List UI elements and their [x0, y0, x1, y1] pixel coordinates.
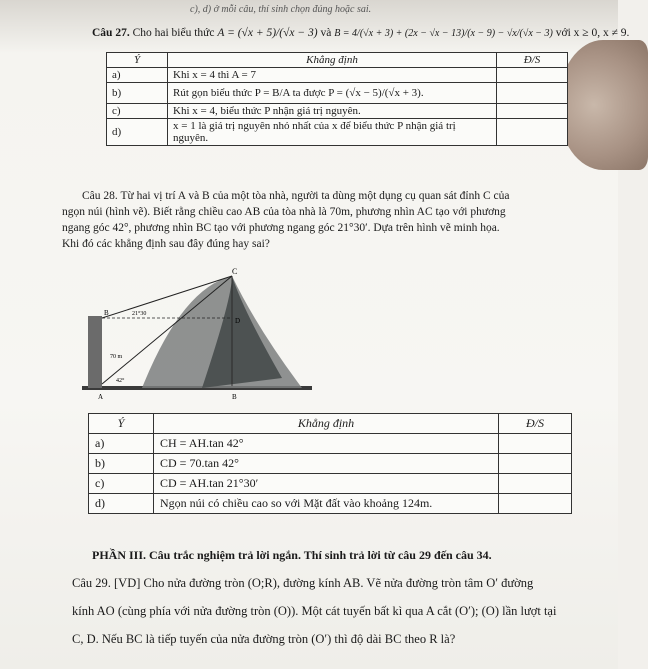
- answer-cell[interactable]: [499, 474, 572, 494]
- q28-line4: Khi đó các khẳng định sau đây đúng hay sai?: [62, 238, 270, 250]
- label-A: A: [98, 393, 104, 401]
- table-q28: [88, 413, 572, 514]
- height-label: 70 m: [110, 354, 123, 360]
- q29-line3: C, D. Nếu BC là tiếp tuyến của nửa đường tròn (O′) thì độ dài BC theo R là?: [72, 632, 456, 646]
- header-khang-dinh: Khẳng định: [154, 414, 499, 434]
- label-C: C: [232, 267, 238, 276]
- row-text: x = 1 là giá trị nguyên nhỏ nhất của x để biểu thức P nhận giá trị nguyên.: [168, 119, 497, 146]
- q28-line2: ngọn núi (hình vẽ). Biết rằng chiều cao AB của tòa nhà là 70m, phương nhìn AC tạo với phương: [62, 206, 506, 218]
- table-row: [89, 474, 572, 494]
- q27-and: và: [320, 27, 332, 39]
- row-text: Rút gọn biểu thức P = B/A ta được P = (√x − 5)/(√x + 3).: [168, 83, 497, 104]
- table-row: [107, 83, 568, 104]
- answer-cell[interactable]: [497, 83, 568, 104]
- answer-cell[interactable]: [499, 494, 572, 514]
- header-ds: Đ/S: [497, 53, 568, 68]
- top-line: c), d) ở mỗi câu, thí sinh chọn đúng hoặc sai.: [190, 4, 372, 15]
- answer-cell[interactable]: [497, 68, 568, 83]
- row-text: CH = AH.tan 42°: [154, 434, 499, 454]
- row-label: a): [107, 68, 168, 83]
- table-row: [89, 494, 572, 514]
- table-row: [89, 434, 572, 454]
- q27-text: Cho hai biểu thức: [132, 27, 215, 39]
- part3-heading: PHẦN III. Câu trắc nghiệm trả lời ngắn. Thí sinh trả lời từ câu 29 đến câu 34.: [92, 548, 492, 562]
- q27-B: B = 4/(√x + 3) + (2x − √x − 13)/(x − 9) − √x/(√x − 3): [334, 28, 553, 39]
- q27-cond: với x ≥ 0, x ≠ 9.: [555, 27, 630, 39]
- label-D: D: [235, 317, 241, 325]
- answer-cell[interactable]: [497, 104, 568, 119]
- table-header-row: [107, 53, 568, 68]
- answer-cell[interactable]: [497, 119, 568, 146]
- row-label: c): [107, 104, 168, 119]
- header-y: Ý: [107, 53, 168, 68]
- row-label: b): [107, 83, 168, 104]
- row-text: Khi x = 4 thì A = 7: [168, 68, 497, 83]
- answer-cell[interactable]: [499, 434, 572, 454]
- label-B: B: [104, 309, 109, 317]
- row-text: CD = 70.tan 42°: [154, 454, 499, 474]
- row-text: Ngọn núi có chiều cao so với Mặt đất vào khoảng 124m.: [154, 494, 499, 514]
- table-row: [107, 119, 568, 146]
- q28-line3: ngang góc 42°, phương nhìn BC tạo với phương ngang góc 21°30′. Dựa trên hình vẽ minh họa.: [62, 222, 500, 234]
- answer-cell[interactable]: [499, 454, 572, 474]
- angle-top: 21°30: [132, 311, 147, 317]
- table-row: [107, 68, 568, 83]
- building: [88, 316, 102, 388]
- q29-line1: Câu 29. [VD] Cho nửa đường tròn (O;R), đường kính AB. Vẽ nửa đường tròn tâm O′ đường: [72, 576, 534, 590]
- row-text: CD = AH.tan 21°30′: [154, 474, 499, 494]
- angle-bottom: 42°: [116, 378, 125, 384]
- label-H: B: [232, 393, 237, 401]
- table-header-row: [89, 414, 572, 434]
- header-ds: Đ/S: [499, 414, 572, 434]
- table-q27: [106, 52, 568, 146]
- table-row: [107, 104, 568, 119]
- mountain-figure: [82, 268, 312, 403]
- finger-shadow: [558, 40, 648, 170]
- row-label: c): [89, 474, 154, 494]
- header-khang-dinh: Khẳng định: [168, 53, 497, 68]
- row-text: Khi x = 4, biểu thức P nhận giá trị nguyên.: [168, 104, 497, 119]
- q27-A: A = (√x + 5)/(√x − 3): [217, 27, 318, 39]
- row-label: a): [89, 434, 154, 454]
- q27-line: [92, 27, 629, 39]
- q28-line1: Câu 28. Từ hai vị trí A và B của một tòa nhà, người ta dùng một dụng cụ quan sát đỉnh C của: [82, 190, 510, 202]
- row-label: d): [107, 119, 168, 146]
- row-label: b): [89, 454, 154, 474]
- header-y: Ý: [89, 414, 154, 434]
- q27-label: Câu 27.: [92, 27, 130, 39]
- table-row: [89, 454, 572, 474]
- row-label: d): [89, 494, 154, 514]
- q29-line2: kính AO (cùng phía với nửa đường tròn (O)). Một cát tuyến bất kì qua A cắt (O′); (O) lần lượt tại: [72, 604, 557, 618]
